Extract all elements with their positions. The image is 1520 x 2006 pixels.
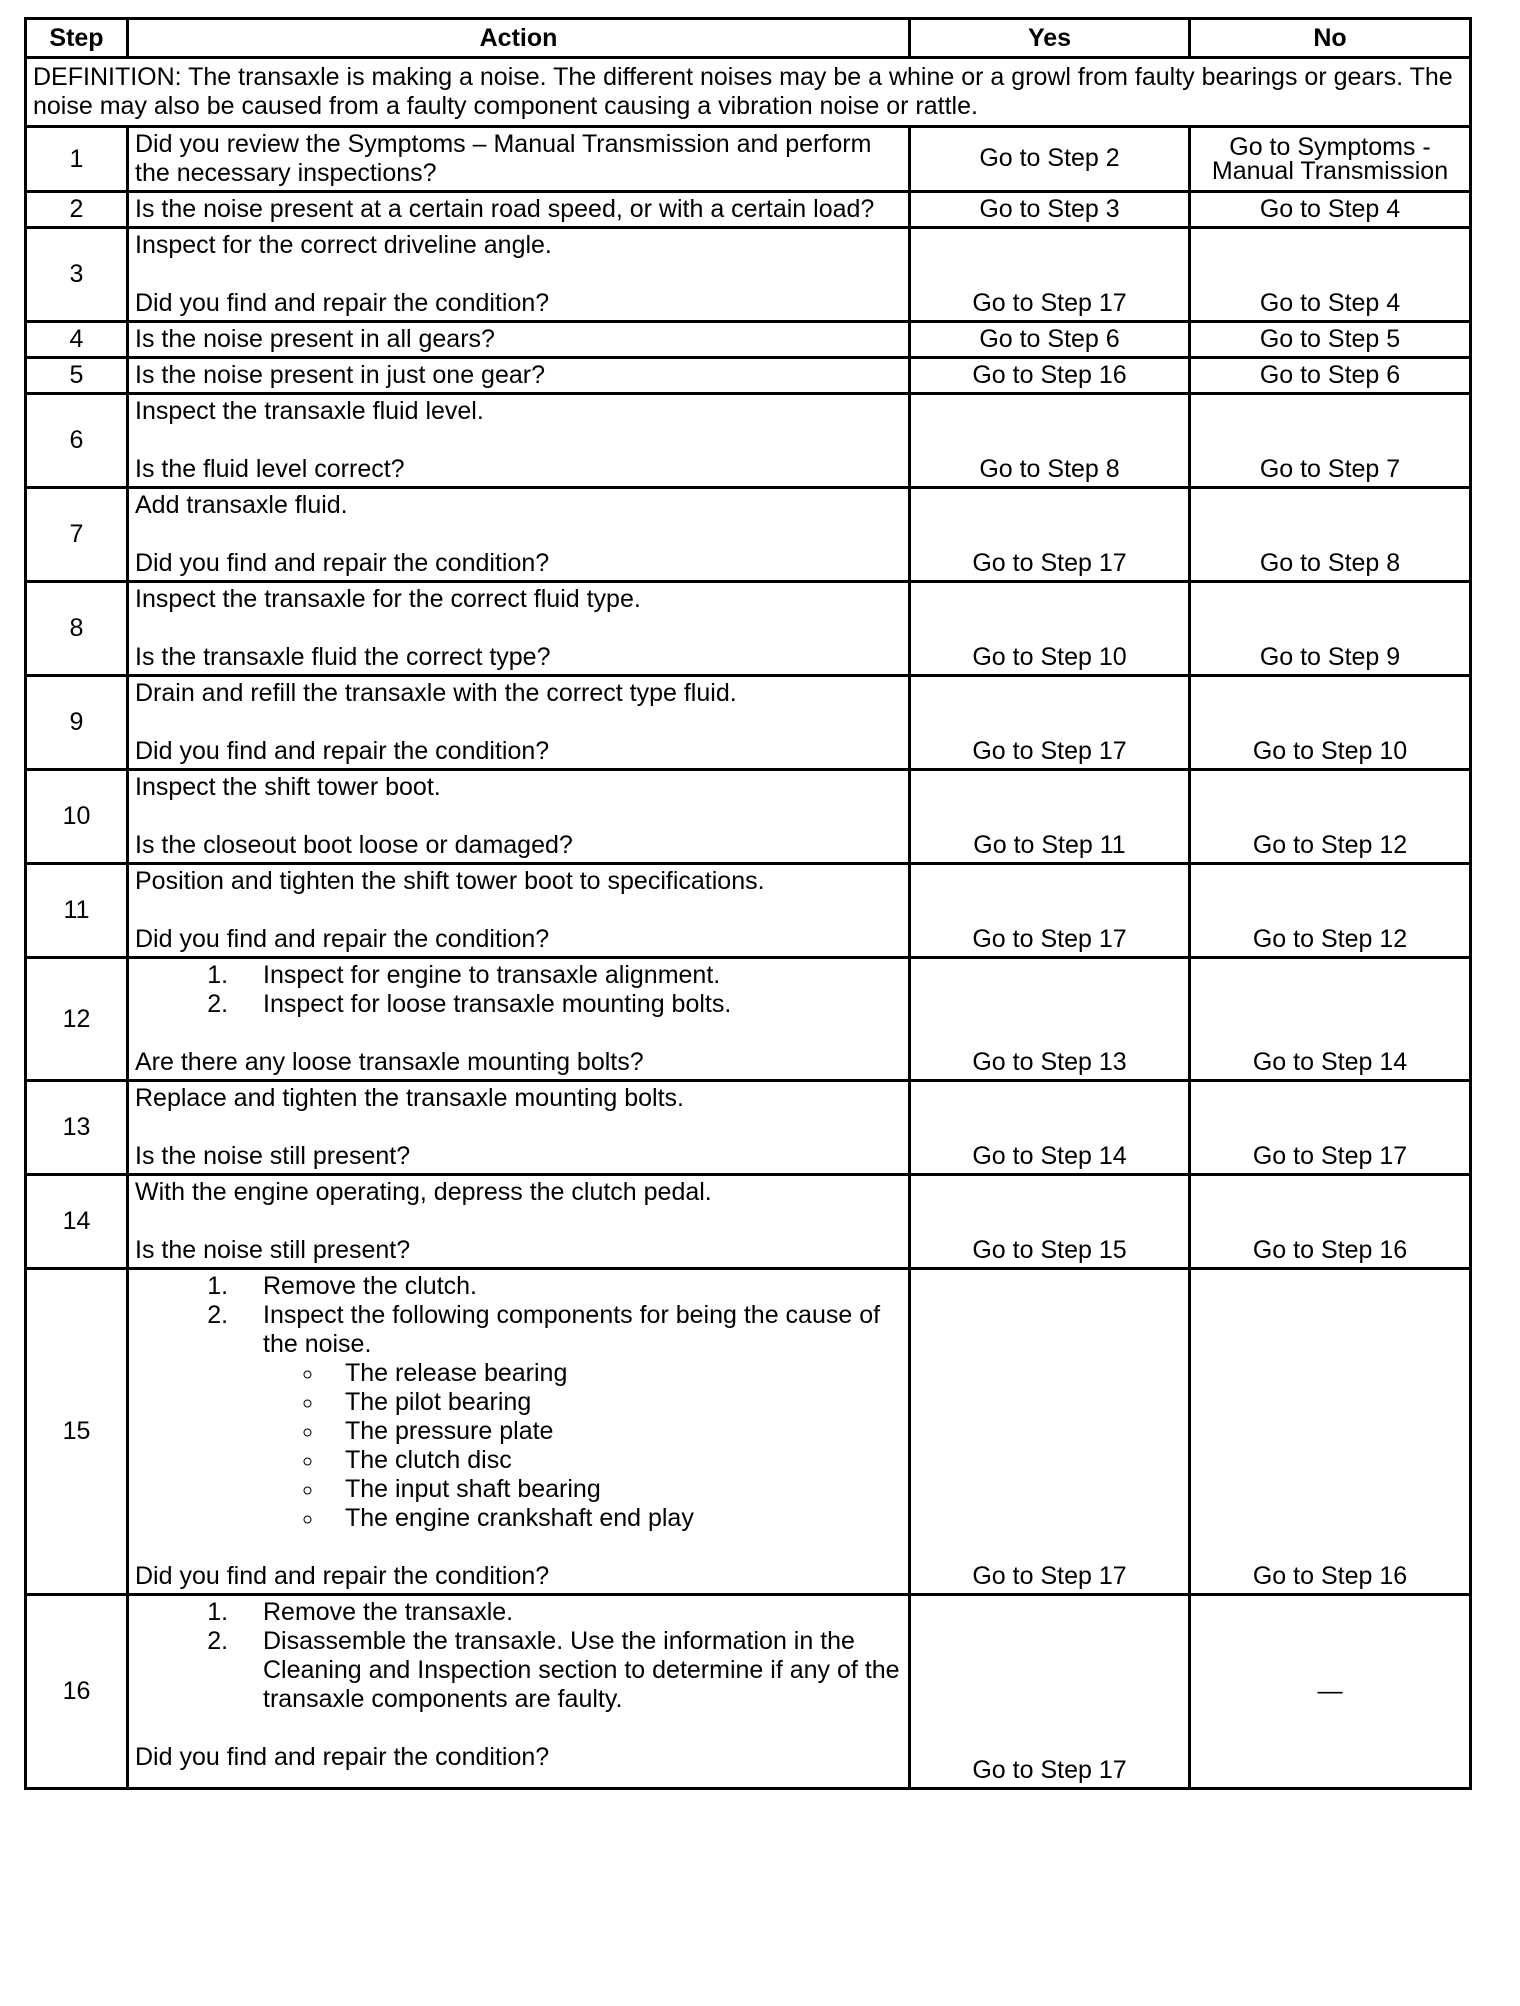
header-action: Action xyxy=(128,19,910,58)
step-number: 4 xyxy=(26,322,128,358)
component-list-item: ◦ The input shaft bearing xyxy=(325,1475,902,1504)
no-action: Go to Step 9 xyxy=(1190,582,1471,676)
spacer xyxy=(135,260,902,289)
no-action: Go to Step 14 xyxy=(1190,958,1471,1081)
action-list-item xyxy=(235,961,902,990)
action-list xyxy=(135,1272,902,1533)
step-number: 8 xyxy=(26,582,128,676)
spacer xyxy=(135,1113,902,1142)
spacer xyxy=(135,520,902,549)
yes-action: Go to Step 6 xyxy=(910,322,1190,358)
table-row xyxy=(26,1081,1471,1175)
action-cell xyxy=(128,770,910,864)
component-list-item: ◦ The engine crankshaft end play xyxy=(325,1504,902,1533)
header-step: Step xyxy=(26,19,128,58)
action-list-text: Remove the clutch. xyxy=(263,1272,477,1300)
action-list-item xyxy=(235,1272,902,1301)
action-cell xyxy=(128,358,910,394)
table-row xyxy=(26,394,1471,488)
spacer xyxy=(135,614,902,643)
diagnostic-table xyxy=(24,17,1472,1790)
question-text: Did you find and repair the condition? xyxy=(135,737,550,765)
action-list-item xyxy=(235,1627,902,1714)
definition-text: DEFINITION: The transaxle is making a noise. The different noises may be a whine or a growl from faulty bearings or gears. The noise may also be caused from a faulty component causing a vibration noise or rattle. xyxy=(26,58,1471,127)
action-list-text: Inspect the following components for being the cause of the noise. xyxy=(263,1301,881,1358)
action-cell xyxy=(128,1175,910,1269)
question-text: Is the transaxle fluid the correct type? xyxy=(135,643,551,671)
step-number: 11 xyxy=(26,864,128,958)
no-action: — xyxy=(1190,1595,1471,1789)
instruction-text: Replace and tighten the transaxle mounting bolts. xyxy=(135,1084,684,1112)
question-text: Is the noise still present? xyxy=(135,1236,411,1264)
action-cell xyxy=(128,676,910,770)
spacer xyxy=(135,1207,902,1236)
step-number: 7 xyxy=(26,488,128,582)
question-text: Did you find and repair the condition? xyxy=(135,289,550,317)
step-number: 1 xyxy=(26,127,128,192)
component-list-item: ◦ The clutch disc xyxy=(325,1446,902,1475)
no-action: Go to Step 12 xyxy=(1190,770,1471,864)
instruction-text: Position and tighten the shift tower boot to specifications. xyxy=(135,867,765,895)
question-text: Is the closeout boot loose or damaged? xyxy=(135,831,573,859)
header-no: No xyxy=(1190,19,1471,58)
action-cell xyxy=(128,192,910,228)
spacer xyxy=(135,708,902,737)
instruction-text: Inspect for the correct driveline angle. xyxy=(135,231,552,259)
instruction-text: Add transaxle fluid. xyxy=(135,491,348,519)
no-action: Go to Step 16 xyxy=(1190,1269,1471,1595)
no-action: Go to Step 17 xyxy=(1190,1081,1471,1175)
step-number: 14 xyxy=(26,1175,128,1269)
no-action: Go to Step 8 xyxy=(1190,488,1471,582)
yes-action: Go to Step 10 xyxy=(910,582,1190,676)
question-text: Is the noise still present? xyxy=(135,1142,411,1170)
table-row xyxy=(26,958,1471,1081)
spacer xyxy=(135,802,902,831)
yes-action: Go to Step 17 xyxy=(910,228,1190,322)
instruction-text: Inspect the shift tower boot. xyxy=(135,773,441,801)
component-list xyxy=(263,1359,902,1533)
question-text: Did you find and repair the condition? xyxy=(135,549,550,577)
action-cell xyxy=(128,394,910,488)
action-list-text: Remove the transaxle. xyxy=(263,1598,514,1626)
action-list-text: Disassemble the transaxle. Use the information in the Cleaning and Inspection section to determine if any of the transaxle components are faulty. xyxy=(263,1627,900,1713)
table-row xyxy=(26,1269,1471,1595)
table-row xyxy=(26,358,1471,394)
table-row xyxy=(26,322,1471,358)
step-number: 9 xyxy=(26,676,128,770)
table-row xyxy=(26,864,1471,958)
action-list-text: Inspect for loose transaxle mounting bolts. xyxy=(263,990,732,1018)
action-cell xyxy=(128,322,910,358)
no-action: Go to Step 4 xyxy=(1190,192,1471,228)
action-cell xyxy=(128,864,910,958)
step-number: 16 xyxy=(26,1595,128,1789)
instruction-text: Drain and refill the transaxle with the correct type fluid. xyxy=(135,679,737,707)
yes-action: Go to Step 17 xyxy=(910,1595,1190,1789)
instruction-text: Inspect the transaxle fluid level. xyxy=(135,397,484,425)
action-list xyxy=(135,961,902,1019)
action-cell xyxy=(128,127,910,192)
spacer xyxy=(135,426,902,455)
step-number: 5 xyxy=(26,358,128,394)
question-text: Did you find and repair the condition? xyxy=(135,1562,550,1590)
question-text: Is the noise present at a certain road speed, or with a certain load? xyxy=(135,195,875,223)
step-number: 10 xyxy=(26,770,128,864)
header-yes: Yes xyxy=(910,19,1190,58)
spacer xyxy=(135,1714,902,1743)
action-cell xyxy=(128,488,910,582)
no-action: Go to Step 12 xyxy=(1190,864,1471,958)
table-row xyxy=(26,1595,1471,1789)
question-text: Did you review the Symptoms – Manual Transmission and perform the necessary inspections? xyxy=(135,130,872,187)
yes-action: Go to Step 17 xyxy=(910,676,1190,770)
no-action: Go to Step 4 xyxy=(1190,228,1471,322)
yes-action: Go to Step 13 xyxy=(910,958,1190,1081)
yes-action: Go to Step 15 xyxy=(910,1175,1190,1269)
spacer xyxy=(135,896,902,925)
table-row xyxy=(26,770,1471,864)
table-row xyxy=(26,228,1471,322)
no-action: Go to Step 6 xyxy=(1190,358,1471,394)
yes-action: Go to Step 8 xyxy=(910,394,1190,488)
no-action: Go to Step 7 xyxy=(1190,394,1471,488)
step-number: 15 xyxy=(26,1269,128,1595)
step-number: 3 xyxy=(26,228,128,322)
question-text: Did you find and repair the condition? xyxy=(135,1743,550,1771)
action-cell xyxy=(128,1269,910,1595)
spacer xyxy=(135,1533,902,1562)
yes-action: Go to Step 2 xyxy=(910,127,1190,192)
no-action: Go to Step 10 xyxy=(1190,676,1471,770)
component-list-item: ◦ The pilot bearing xyxy=(325,1388,902,1417)
yes-action: Go to Step 17 xyxy=(910,864,1190,958)
yes-action: Go to Step 14 xyxy=(910,1081,1190,1175)
action-list-text: Inspect for engine to transaxle alignment. xyxy=(263,961,721,989)
component-list-item: ◦ The release bearing xyxy=(325,1359,902,1388)
question-text: Is the noise present in all gears? xyxy=(135,325,495,353)
question-text: Is the noise present in just one gear? xyxy=(135,361,545,389)
no-action: Go to Symptoms - Manual Transmission xyxy=(1190,127,1471,192)
action-cell xyxy=(128,958,910,1081)
question-text: Are there any loose transaxle mounting bolts? xyxy=(135,1048,644,1076)
step-number: 6 xyxy=(26,394,128,488)
question-text: Is the fluid level correct? xyxy=(135,455,405,483)
definition-row xyxy=(26,58,1471,127)
step-number: 13 xyxy=(26,1081,128,1175)
yes-action: Go to Step 17 xyxy=(910,488,1190,582)
table-row xyxy=(26,676,1471,770)
step-number: 12 xyxy=(26,958,128,1081)
table-row xyxy=(26,582,1471,676)
action-cell xyxy=(128,582,910,676)
action-list xyxy=(135,1598,902,1714)
yes-action: Go to Step 11 xyxy=(910,770,1190,864)
table-row xyxy=(26,192,1471,228)
action-list-item xyxy=(235,1301,902,1533)
header-row xyxy=(26,19,1471,58)
no-action: Go to Step 16 xyxy=(1190,1175,1471,1269)
action-list-item xyxy=(235,1598,902,1627)
instruction-text: Inspect the transaxle for the correct fluid type. xyxy=(135,585,641,613)
table-row xyxy=(26,127,1471,192)
instruction-text: With the engine operating, depress the clutch pedal. xyxy=(135,1178,712,1206)
yes-action: Go to Step 3 xyxy=(910,192,1190,228)
action-cell xyxy=(128,228,910,322)
spacer xyxy=(135,1019,902,1048)
table-row xyxy=(26,1175,1471,1269)
action-cell xyxy=(128,1595,910,1789)
component-list-item: ◦ The pressure plate xyxy=(325,1417,902,1446)
action-cell xyxy=(128,1081,910,1175)
step-number: 2 xyxy=(26,192,128,228)
yes-action: Go to Step 16 xyxy=(910,358,1190,394)
no-action: Go to Step 5 xyxy=(1190,322,1471,358)
action-list-item xyxy=(235,990,902,1019)
question-text: Did you find and repair the condition? xyxy=(135,925,550,953)
yes-action: Go to Step 17 xyxy=(910,1269,1190,1595)
table-row xyxy=(26,488,1471,582)
